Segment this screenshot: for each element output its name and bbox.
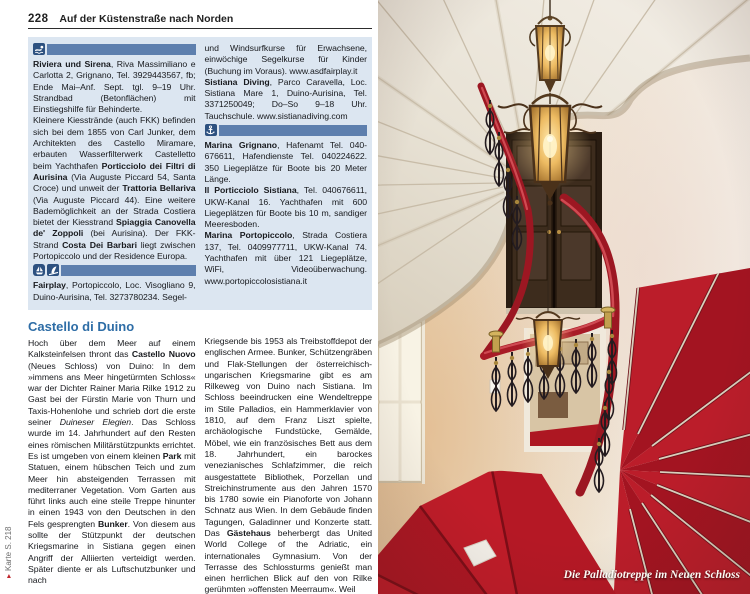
section-bar (61, 265, 196, 276)
beach-section-bar (33, 43, 196, 55)
anchor-icon (205, 124, 217, 136)
column-spacer (205, 319, 373, 336)
staircase-photo (378, 0, 750, 594)
swimmer-icon (33, 43, 45, 55)
entry-beaches: Kleinere Kiesstrände (auch FKK) befinden sich bei dem 1855 von Carl Junker, dem Architekten des Castello Miramare, erbauten Wasserfilterwerk Castelletto beim Yachthafen Porticciolo dei Filtri di Aurisina (Via Auguste Piccard 54, Santa Croce) und unweit der Trattoria Bellariva (Via Auguste Piccard 44). Eine weitere Bademöglichkeit an der Strada Costiera bietet der Kiesstrand Spiaggia Canovella de' Zoppoli (bei Aurisina). Der FKK-Strand Costa Dei Barbari liegt zwischen Portopiccolo und der Residence Europa. (33, 115, 196, 262)
article-column-2 (205, 319, 373, 594)
vignette-overlay (378, 0, 750, 594)
map-reference-label: Karte S. 218 (4, 526, 13, 571)
staircase-illustration (378, 0, 750, 594)
page-title: Auf der Küstenstraße nach Norden (59, 13, 234, 25)
windsurf-icon (47, 264, 59, 276)
map-reference-note (4, 527, 13, 579)
sailboat-icon (33, 264, 45, 276)
entry-marina-grignano: Marina Grignano, Hafenamt Tel. 040-676611, Hafendienste Tel. 040224622. 350 Liegeplätze für Boote bis 20 Meter Länge. (204, 140, 367, 184)
article-body-left: Hoch über dem Meer auf einem Kalksteinfelsen thront das Castello Nuovo (Neues Schloss) von Duino: In dem »immens ans Meer hingetürmten Schloss« war der Dichter Rainer Maria Rilke 1912 zu Gast bei der Fürstin Marie von Thurn und Taxis-Hohenlohe und schrieb dort die erste seiner Duineser Elegien. Das Schloss wurde im 14. Jahrhundert auf den Resten eines römischen Militärstützpunkts errichtet. Es ist umgeben von einem kleinen Park mit Statuen, einem hübschen Teich und zum Meer hin absteigenden Terrassen mit mediterraner Vegetation. Vom Garten aus führt links auch eine steile Treppe hinunter in einen 1943 von den Deutschen in den Fels gesprengten Bunker. Von diesem aus sollte der Stützpunkt der deutschen Kriegsmarine in Sistiana gegen einen Angriff der Alliierten verteidigt werden. Später diente er als Luftschutzbunker und nach (28, 337, 196, 586)
article-heading: Castello di Duino (28, 318, 135, 334)
entry-riviera-sirena: Riviera und Sirena, Riva Massimiliano e Carlotta 2, Grignano, Tel. 3929443567, fb; Ende Mai–Anf. Sept. tgl. 9–19 Uhr. Strandbad (Betonflächen) mit Einstiegshilfe für Behinderte. (33, 59, 196, 115)
article-column-1 (28, 319, 196, 594)
section-bar (47, 44, 196, 55)
entry-sistiana-diving: Sistiana Diving, Parco Caravella, Loc. Sistiana Mare 1, Duino-Aurisina, Tel. 3371250049; Do–So 9–18 Uhr. Tauchschule. www.sistianadiving.com (204, 76, 368, 121)
entry-porticciolo-sistiana: Il Porticciolo Sistiana, Tel. 040676611, UKW-Kanal 16. Yachthafen mit 600 Liegeplätzen für Boote bis 10 m, sandiger Meeresboden. (204, 185, 367, 230)
marina-section-bar (205, 124, 368, 136)
entry-fairplay-continued: und Windsurfkurse für Erwachsene, einwöchige Segelkurse für Kinder (Buchung im Voraus). www.asdfairplay.it (204, 43, 367, 76)
map-marker-icon: ▸ (4, 573, 13, 578)
entry-fairplay: Fairplay, Portopiccolo, Loc. Visogliano 9, Duino-Aurisina, Tel. 3273780234. Segel- (33, 280, 196, 302)
photo-caption: Die Palladiotreppe im Neuen Schloss (563, 569, 740, 581)
page-number: 228 (28, 13, 49, 25)
section-bar (219, 125, 368, 136)
info-box (28, 37, 372, 310)
entry-marina-portopiccolo: Marina Portopiccolo, Strada Costiera 137, Tel. 0409977711, UKW-Kanal 74. Yachthafen mit über 121 Liegeplätze, WiFi, Videoüberwachung. www.portopiccolosistiana.it (204, 230, 367, 286)
article-castello-di-duino (28, 319, 372, 594)
article-body-right: Kriegsende bis 1953 als Treibstoffdepot der englischen Armee. Bunker, Schützengräben und Flak-Stellungen der österreichisch-ungarischen Kriegsmarine gibt es am Rilkeweg von Duino nach Sistiana. Im Schloss beeindrucken eine Wendeltreppe im Stile Palladios, ein Hammerklavier von 1810, auf dem Franz Liszt spielte, archäologische Fundstücke, Gemälde, Möbel, wie ein französisches Bett aus dem 18. Jahrhundert, ein barockes venezianisches Schlafzimmer, die reich ausgestattete Bibliothek, Porzellan und Streichinstrumente aus den Jahren 1570 bis 1780 sowie ein Pianoforte von Johann Schnatz aus Wien. In dem Gebäude finden Tagungen, Galadinner und Konzerte statt. Das Gästehaus beherbergt das United World College of the Adriatic, ein internationales Gymnasium. Von der Terrasse des Schlossturms genießt man einen herrlichen Blick auf den von Rilke gerühmten »offensten Meerraum«. Weil (204, 335, 372, 594)
page-header (28, 13, 372, 29)
watersport-section-bar (33, 264, 196, 276)
info-box-column-2 (205, 43, 368, 303)
info-box-column-1 (33, 43, 196, 303)
